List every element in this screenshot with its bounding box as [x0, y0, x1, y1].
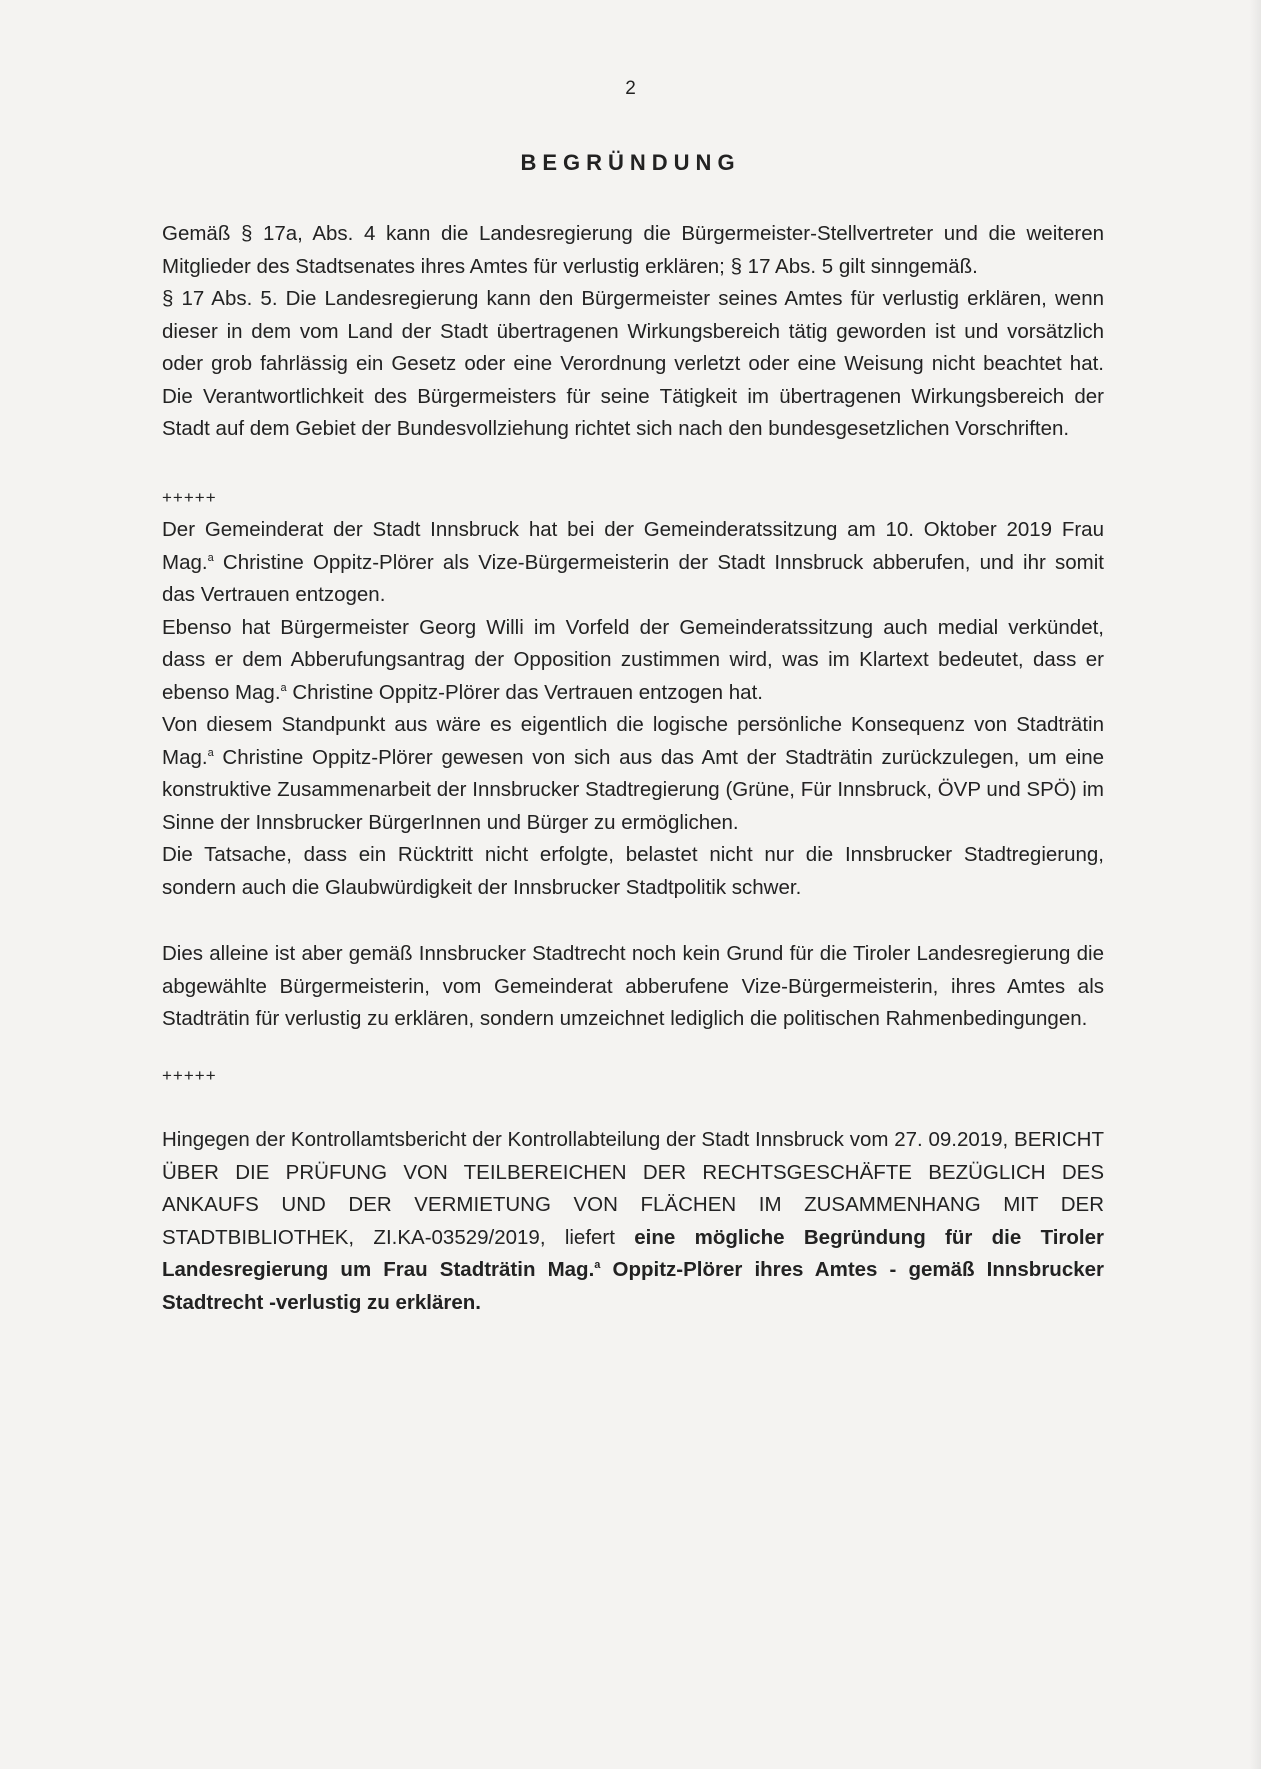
- paragraph-gemeinderat-part1: Der Gemeinderat der Stadt Innsbruck hat bei der Gemeinderatssitzung am 10. Oktober 2019 Frau Mag.: [162, 518, 1104, 574]
- spacer: [162, 446, 1104, 482]
- paragraph-gemeinderat: [162, 514, 1104, 612]
- spacer: [162, 1036, 1104, 1060]
- spacer: [162, 1092, 1104, 1124]
- superscript-a: a: [594, 1259, 601, 1272]
- scan-edge-shadow: [1249, 0, 1261, 1769]
- superscript-a: a: [207, 551, 214, 564]
- paragraph-gemeinderat-part2: Christine Oppitz-Plörer als Vize-Bürgermeisterin der Stadt Innsbruck abberufen, und ihr somit das Vertrauen entzogen.: [162, 550, 1104, 606]
- superscript-a: a: [280, 681, 287, 694]
- paragraph-stadtrecht: Dies alleine ist aber gemäß Innsbrucker Stadtrecht noch kein Grund für die Tiroler Landesregierung die abgewählte Bürgermeisterin, vom Gemeinderat abberufene Vize-Bürgermeisterin, ihres Amtes als Stadträtin für verlustig zu erklären, sondern umzeichnet lediglich die politischen Rahmenbedingungen.: [162, 942, 1104, 1030]
- paragraph-kontrollamtsbericht-bold2: Oppitz-Plörer ihres Amtes - gemäß Innsbrucker Stadtrecht -verlustig zu erklären.: [162, 1258, 1105, 1314]
- paragraph-buergermeister: [162, 612, 1104, 710]
- page-number: 2: [625, 78, 636, 99]
- separator-1: +++++: [162, 487, 217, 507]
- spacer: [162, 904, 1104, 938]
- paragraph-buergermeister-part2: Christine Oppitz-Plörer das Vertrauen entzogen hat.: [286, 680, 763, 704]
- superscript-a: a: [207, 746, 214, 759]
- document-title: BEGRÜNDUNG: [520, 150, 741, 175]
- paragraph-buergermeister-part1: Ebenso hat Bürgermeister Georg Willi im Vorfeld der Gemeinderatssitzung auch medial verkündet, dass er dem Abberufungsantrag der Opposition zustimmen wird, was im Klartext bedeutet, dass er ebenso Mag.: [162, 615, 1104, 704]
- paragraph-konsequenz: [162, 709, 1104, 839]
- paragraph-kontrollamtsbericht: [162, 1124, 1104, 1319]
- document-body: [162, 218, 1104, 1319]
- paragraph-17-abs5: § 17 Abs. 5. Die Landesregierung kann den Bürgermeister seines Amtes für verlustig erklären, wenn dieser in dem vom Land der Stadt übertragenen Wirkungsbereich tätig geworden ist und vorsätzlich oder grob fahrlässig ein Gesetz oder eine Verordnung verletzt oder eine Weisung nicht beachtet hat. Die Verantwortlichkeit des Bürgermeisters für seine Tätigkeit im übertragenen Wirkungsbereich der Stadt auf dem Gebiet der Bundesvollziehung richtet sich nach den bundesgesetzlichen Vorschriften.: [162, 287, 1104, 440]
- paragraph-kontrollamtsbericht-part1: Hingegen der Kontrollamtsbericht der Kontrollabteilung der Stadt Innsbruck vom 27. 09.2019, BERICHT ÜBER DIE PRÜFUNG VON TEILBEREICHEN DER RECHTSGESCHÄFTE BEZÜGLICH DES ANKAUFS UND DER VERMIETUNG VON FLÄCHEN IM ZUSAMMENHANG MIT DER STADTBIBLIOTHEK, ZI.KA-03529/2019, liefert: [162, 1128, 1104, 1249]
- separator-2: +++++: [162, 1065, 217, 1085]
- paragraph-ruecktritt: Die Tatsache, dass ein Rücktritt nicht erfolgte, belastet nicht nur die Innsbrucker Stadtregierung, sondern auch die Glaubwürdigkeit der Innsbrucker Stadtpolitik schwer.: [162, 843, 1104, 899]
- paragraph-konsequenz-part2: Christine Oppitz-Plörer gewesen von sich aus das Amt der Stadträtin zurückzulegen, um eine konstruktive Zusammenarbeit der Innsbrucker Stadtregierung (Grüne, Für Innsbruck, ÖVP und SPÖ) im Sinne der Innsbrucker BürgerInnen und Bürger zu ermöglichen.: [162, 745, 1104, 834]
- paragraph-kontrollamtsbericht-bold1: eine mögliche Begründung für die Tiroler Landesregierung um Frau Stadträtin Mag.: [162, 1225, 1104, 1281]
- paragraph-konsequenz-part1: Von diesem Standpunkt aus wäre es eigentlich die logische persönliche Konsequenz von Stadträtin Mag.: [162, 713, 1104, 769]
- paragraph-17a: Gemäß § 17a, Abs. 4 kann die Landesregierung die Bürgermeister-Stellvertreter und die weiteren Mitglieder des Stadtsenates ihres Amtes für verlustig erklären; § 17 Abs. 5 gilt sinngemäß.: [162, 222, 1104, 278]
